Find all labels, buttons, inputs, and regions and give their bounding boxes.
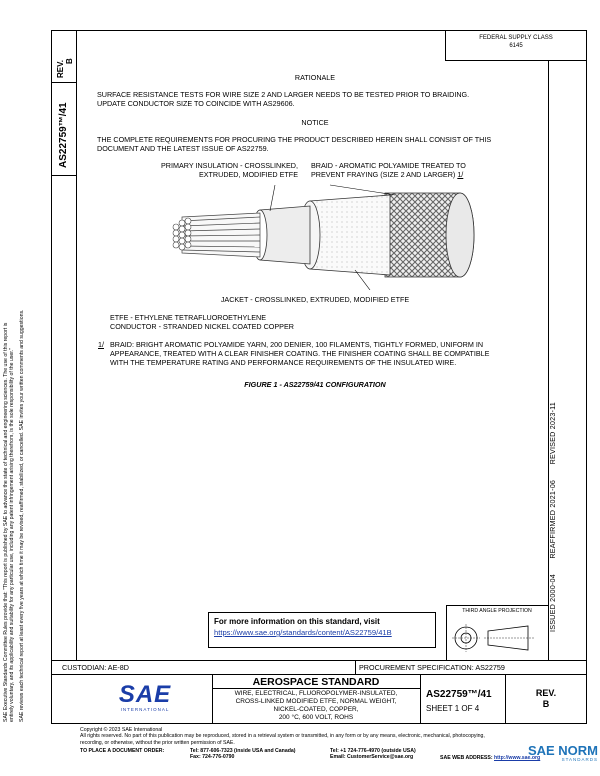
left-tab-divider — [76, 30, 77, 660]
doc-divider — [420, 674, 421, 724]
notice-text: THE COMPLETE REQUIREMENTS FOR PROCURING THE PRODUCT DESCRIBED HEREIN SHALL CONSIST OF THIS DOCUMENT AND THE LATEST ISSUE OF AS22759. — [97, 135, 492, 153]
revised-date: REVISED 2023-11 — [548, 402, 557, 465]
order-label: TO PLACE A DOCUMENT ORDER: — [80, 748, 165, 754]
revision-dates — [548, 402, 557, 632]
order-phone-fax: Tel: 877-606-7323 (inside USA and Canada) Fax: 724-776-0790 — [190, 748, 296, 761]
sae-logo-sub: INTERNATIONAL — [120, 707, 170, 712]
fsc-box-bottom — [445, 60, 587, 61]
custodian: CUSTODIAN: AE-8D — [62, 663, 129, 672]
issued-date: ISSUED 2000-04 — [548, 574, 557, 632]
label-primary-insulation: PRIMARY INSULATION - CROSSLINKED, EXTRUDED, MODIFIED ETFE — [161, 161, 298, 179]
left-tab-doc-number: AS22759™/41 — [58, 102, 69, 168]
figure-definitions: ETFE - ETHYLENE TETRAFLUOROETHYLENE CONDUCTOR - STRANDED NICKEL COATED COPPER — [110, 313, 294, 331]
braid-footnote: BRAID: BRIGHT AROMATIC POLYAMIDE YARN, 200 DENIER, 100 FILAMENTS, TIGHTLY FORMED, UNIFORM IN APPEARANCE, TREATED WITH A CLEAR FINISHER COATING. THE FINISHER COATING SHALL BE COMPATIBLE WITH THE TEMPERATURE RATING AND PERFORMANCE REQUIREMENTS OF THE INSULATED WIRE. — [110, 340, 490, 367]
sae-logo — [100, 683, 190, 713]
sae-logo-text: SAE — [118, 681, 172, 708]
label-braid: BRAID - AROMATIC POLYAMIDE TREATED TO PREVENT FRAYING (SIZE 2 AND LARGER) 1/ — [311, 161, 466, 179]
standard-url-link[interactable]: https://www.sae.org/standards/content/AS22759/41B — [214, 628, 392, 637]
footnote-mark: 1/ — [98, 340, 104, 349]
left-tab-rule-2 — [51, 175, 76, 176]
sae-web-link[interactable]: http://www.sae.org — [494, 755, 541, 761]
wire-cable-illustration — [160, 175, 480, 290]
sae-norm-watermark: SAE NORM STANDARDS — [527, 743, 598, 762]
left-tab-rule-1 — [51, 82, 76, 83]
title-block-top — [51, 660, 587, 661]
rationale-text: SURFACE RESISTANCE TESTS FOR WIRE SIZE 2 AND LARGER NEEDS TO BE TESTED PRIOR TO BRAIDING. UPDATE CONDUCTOR SIZE TO COINCIDE WITH AS29606. — [97, 90, 470, 108]
figure-caption: FIGURE 1 - AS22759/41 CONFIGURATION — [244, 380, 386, 389]
notice-heading: NOTICE — [301, 118, 329, 127]
order-intl-email: Tel: +1 724-776-4970 (outside USA) Email: CustomerService@sae.org — [330, 748, 416, 761]
sheet-number: SHEET 1 OF 4 — [426, 704, 480, 713]
reaffirmed-date: REAFFIRMED 2021-06 — [548, 479, 557, 559]
info-box-heading: For more information on this standard, visit — [214, 617, 380, 626]
rationale-heading: RATIONALE — [294, 73, 336, 82]
title-rev: REV. B — [535, 688, 557, 709]
title-doc-number: AS22759™/41 — [426, 689, 492, 700]
sae-web-address: SAE WEB ADDRESS: http://www.sae.org — [440, 755, 541, 761]
info-box — [208, 612, 436, 648]
left-disclaimer: SAE Executive Standards Committee Rules provide that: "This report is published by SAE to advance the state of technical and engineering sciences. The use of this report is entirely voluntary, and its applicability and suitability for any particular use, including any patent infringement arising therefrom, is the sole responsibility of the user." SAE reviews each technical report at least every five years at which time it may be revised, reaffirmed, stabilized, or cancelled. SAE invites your written comments and suggestions. — [3, 309, 25, 722]
title-block-row — [51, 674, 587, 675]
document-description: WIRE, ELECTRICAL, FLUOROPOLYMER-INSULATED, CROSS-LINKED MODIFIED ETFE, NORMAL WEIGHT, NICKEL-COATED, COPPER, 200 °C, 600 VOLT, ROHS — [234, 690, 398, 721]
projection-symbol — [450, 620, 544, 656]
footer-copyright: Copyright © 2023 SAE International All rights reserved. No part of this publication may be reproduced, stored in a retrieval system or transmitted, in any form or by any means, electronic, mechanical, photocopying, recording, or otherwise, without the prior written permission of SAE. — [80, 727, 485, 746]
federal-supply-class: FEDERAL SUPPLY CLASS 6145 — [479, 35, 553, 49]
left-tab-rev: REV. B — [56, 58, 74, 78]
projection-label: THIRD ANGLE PROJECTION — [462, 608, 532, 614]
custodian-divider — [355, 660, 356, 674]
standard-underline — [212, 688, 420, 689]
label-jacket: JACKET - CROSSLINKED, EXTRUDED, MODIFIED ETFE — [220, 295, 410, 304]
procurement-spec: PROCUREMENT SPECIFICATION: AS22759 — [359, 663, 505, 672]
aerospace-standard-heading: AEROSPACE STANDARD — [252, 676, 380, 688]
